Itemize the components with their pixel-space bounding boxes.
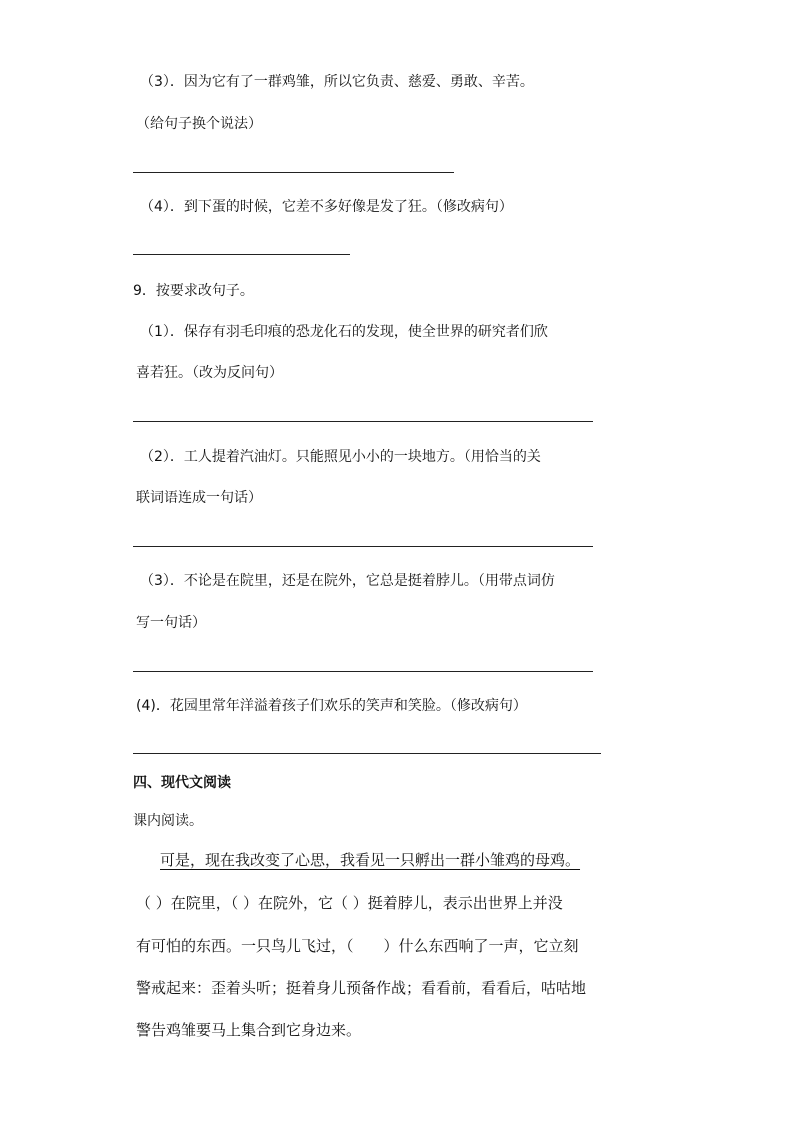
reading-paragraph-line1: 可是，现在我改变了心思，我看见一只孵出一群小雏鸡的母鸡。 [160,851,581,869]
answer-line-q9-3 [133,671,593,672]
q9-item3-line1: （3）．不论是在院里，还是在院外，它总是挺着脖儿。（用带点词仿 [140,573,555,589]
answer-line-q8-3 [133,172,454,173]
reading-paragraph-line5: 警告鸡雏要马上集合到它身边来。 [136,1021,362,1039]
reading-paragraph-line4: 警戒起来：歪着头听；挺着身儿预备作战；看看前，看看后，咕咕地 [136,979,587,997]
reading-paragraph-line3: 有可怕的东西。一只鸟儿飞过，（ ）什么东西响了一声，它立刻 [136,937,579,955]
q9-item2-line1: （2）．工人提着汽油灯。只能照见小小的一块地方。（用恰当的关 [140,449,541,465]
q9-item1-line1: （1）．保存有羽毛印痕的恐龙化石的发现，使全世界的研究者们欣 [140,324,548,340]
q9-title: 9．按要求改句子。 [133,283,254,299]
reading-paragraph-line2: （ ）在院里，（ ）在院外，它（ ）挺着脖儿，表示出世界上并没 [136,894,563,912]
section4-title: 四、现代文阅读 [133,775,231,791]
section4-subtitle: 课内阅读。 [133,813,203,829]
q9-item2-line2: 联词语连成一句话） [136,490,262,506]
q8-item3-line2: （给句子换个说法） [136,116,262,132]
answer-line-q8-4 [133,254,350,255]
answer-line-q9-2 [133,546,593,547]
q9-item1-line2: 喜若狂。（改为反问句） [136,365,283,381]
answer-line-q9-4 [133,753,601,754]
q8-item3-line1: （3）．因为它有了一群鸡雏，所以它负责、慈爱、勇敢、辛苦。 [140,74,534,90]
q9-item4-line1: (4)．花园里常年洋溢着孩子们欢乐的笑声和笑脸。（修改病句） [136,698,527,714]
q9-item3-line2: 写一句话） [136,615,206,631]
answer-line-q9-1 [133,421,593,422]
q8-item4-line1: （4）．到下蛋的时候，它差不多好像是发了狂。（修改病句） [140,199,513,215]
